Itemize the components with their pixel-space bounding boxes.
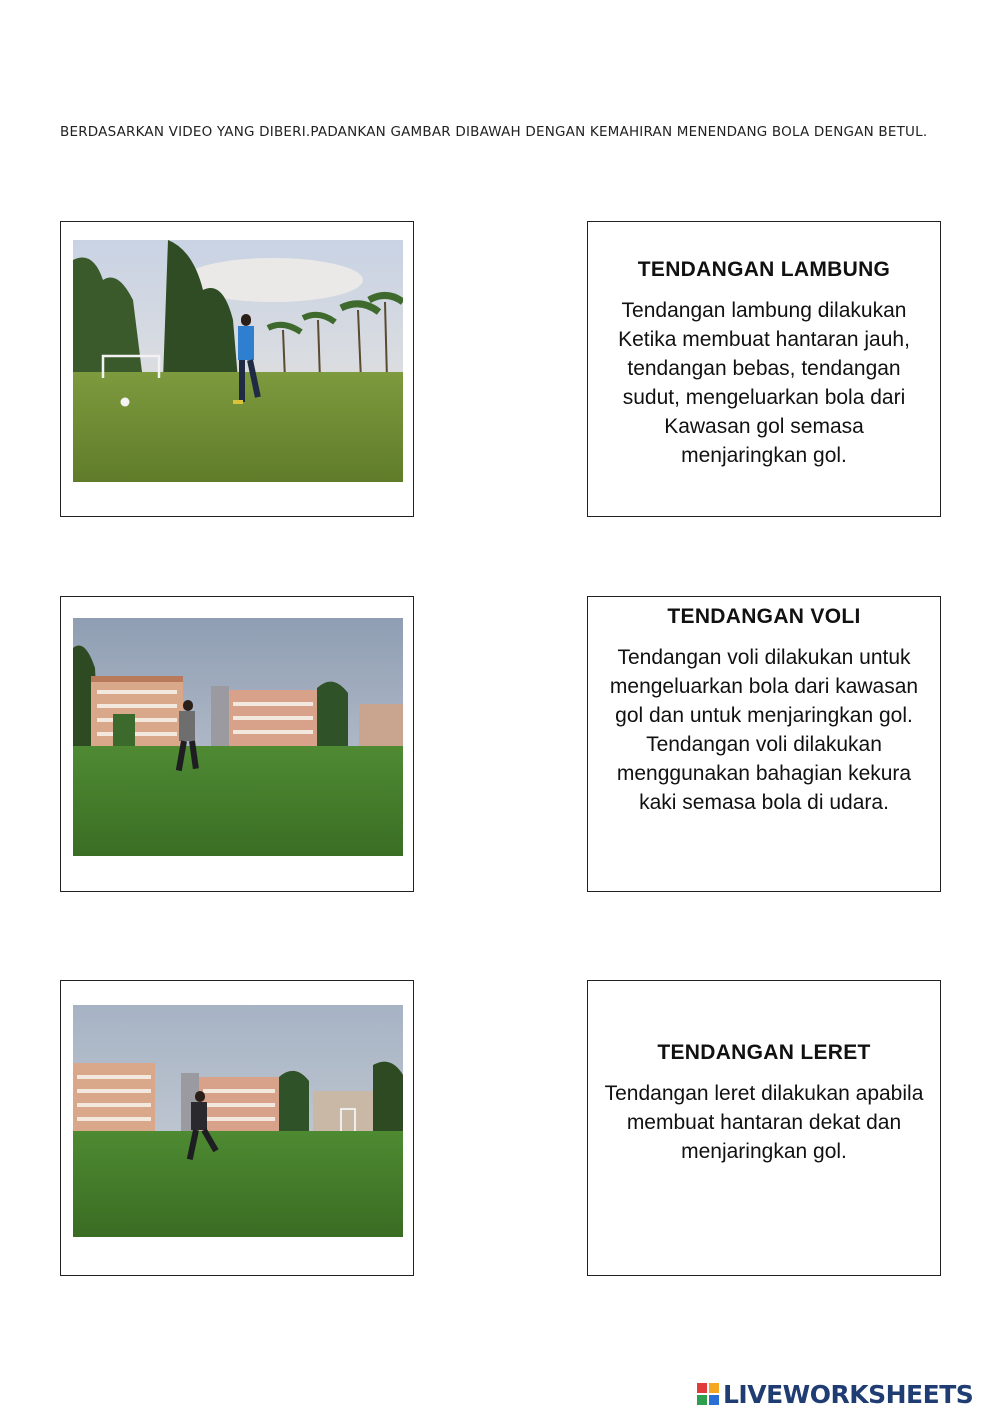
photo-ground-kick bbox=[73, 1005, 403, 1237]
description-card-1[interactable] bbox=[587, 221, 941, 517]
liveworksheets-icon bbox=[697, 1383, 719, 1405]
photo-card-2[interactable] bbox=[60, 596, 414, 892]
photo-lofted-kick bbox=[73, 240, 403, 482]
card-title: TENDANGAN LERET bbox=[657, 1041, 871, 1064]
instruction-text: BERDASARKAN VIDEO YANG DIBERI.PADANKAN GAMBAR DIBAWAH DENGAN KEMAHIRAN MENENDANG BOLA DENGAN BETUL. bbox=[60, 124, 928, 140]
card-title: TENDANGAN LAMBUNG bbox=[637, 258, 891, 281]
liveworksheets-logo[interactable] bbox=[697, 1378, 973, 1410]
card-title: TENDANGAN VOLI bbox=[667, 605, 861, 628]
photo-card-1[interactable] bbox=[60, 221, 414, 517]
description-card-2[interactable] bbox=[587, 596, 941, 892]
logo-text: LIVEWORKSHEETS bbox=[723, 1379, 974, 1409]
card-description: Tendangan leret dilakukan apabila membuat hantaran dekat dan menjaringkan gol. bbox=[604, 1082, 924, 1163]
description-card-3[interactable] bbox=[587, 980, 941, 1276]
card-description: Tendangan lambung dilakukan Ketika membuat hantaran jauh, tendangan bebas, tendangan sudut, mengeluarkan bola dari Kawasan gol semasa menjaringkan gol. bbox=[618, 299, 910, 467]
card-description: Tendangan voli dilakukan untuk mengeluarkan bola dari kawasan gol dan untuk menjaringkan gol. Tendangan voli dilakukan menggunakan bahagian kekura kaki semasa bola di udara. bbox=[609, 646, 919, 814]
photo-card-3[interactable] bbox=[60, 980, 414, 1276]
photo-volley-kick bbox=[73, 618, 403, 856]
